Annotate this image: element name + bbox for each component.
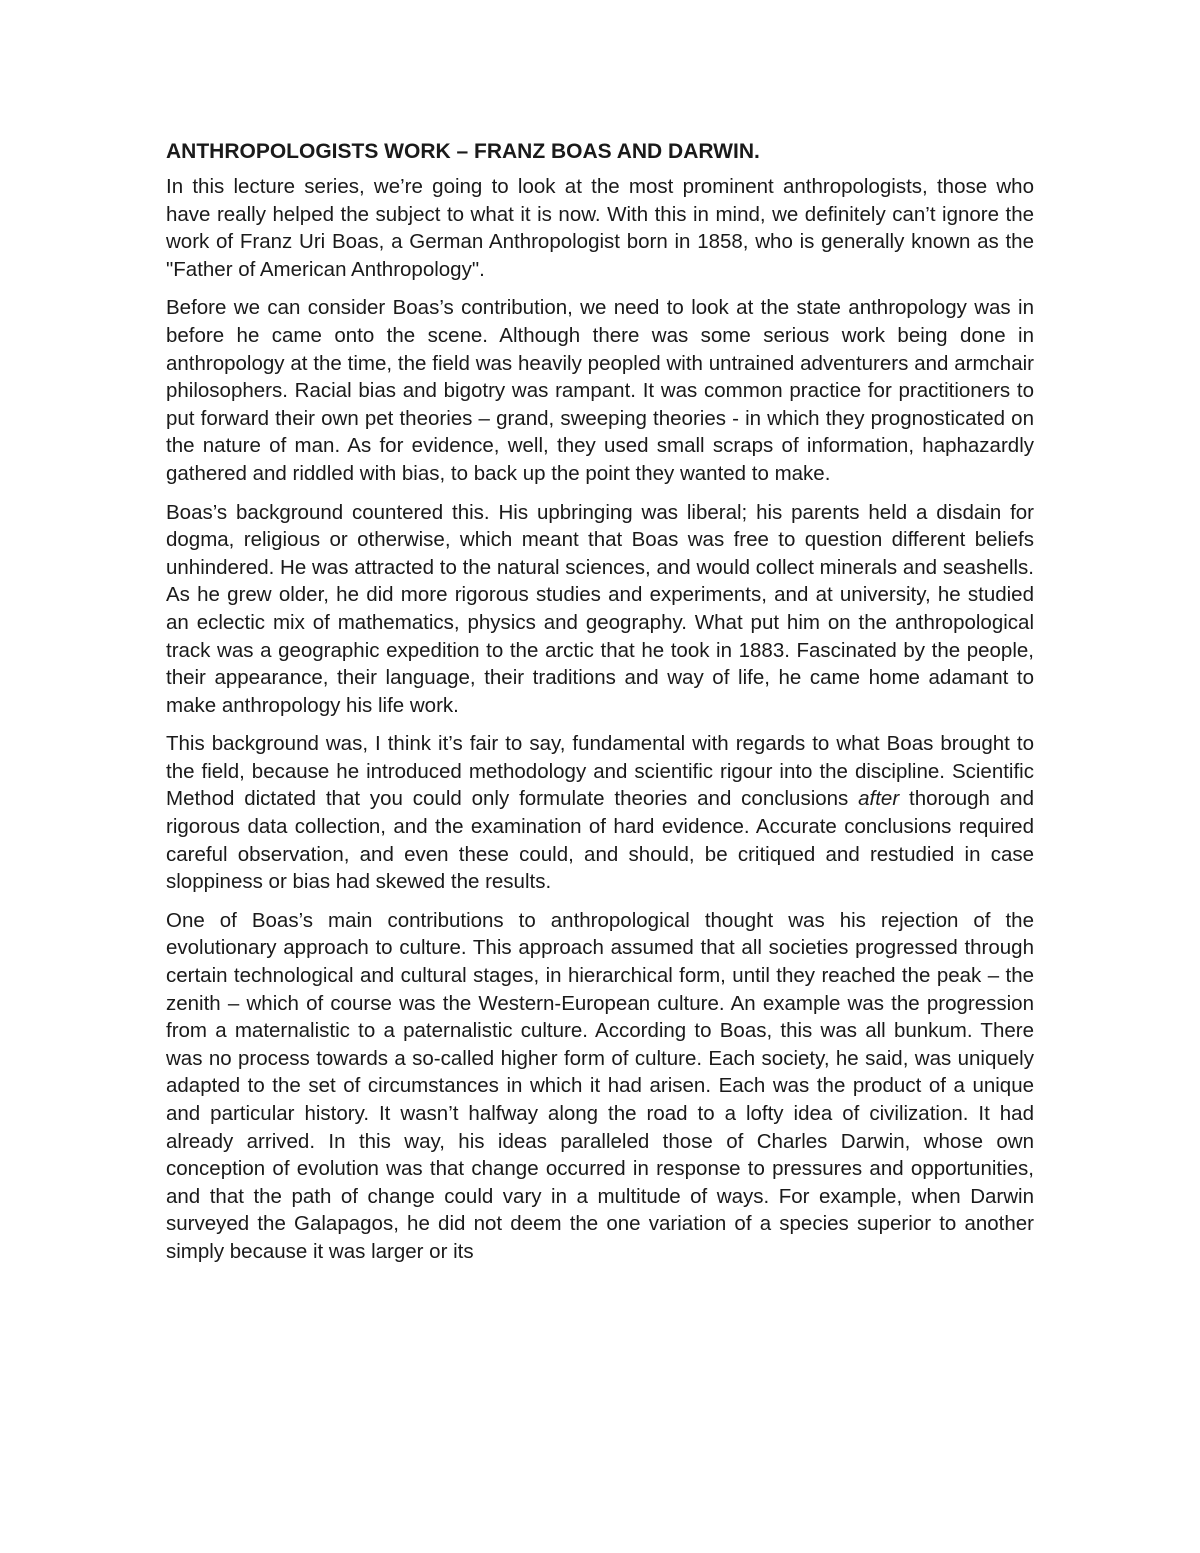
- paragraph-before-boas: Before we can consider Boas’s contribution, we need to look at the state anthropology was in before he came onto the scene. Although there was some serious work being done in anthropology at the time, the field was heavily peopled with untrained adventurers and armchair philosophers. Racial bias and bigotry was rampant. It was common practice for practitioners to put forward their own pet theories – grand, sweeping theories - in which they prognosticated on the nature of man. As for evidence, well, they used small scraps of information, haphazardly gathered and riddled with bias, to back up the point they wanted to make.: [166, 296, 1034, 485]
- paragraph-intro: In this lecture series, we’re going to look at the most prominent anthropologists, those who have really helped the subject to what it is now. With this in mind, we definitely can’t ignore the work of Franz Uri Boas, a German Anthropologist born in 1858, who is generally known as the "Father of American Anthropology".: [166, 175, 1034, 281]
- document-title: ANTHROPOLOGISTS WORK – FRANZ BOAS AND DARWIN.: [166, 140, 760, 163]
- paragraph-evolutionary-approach: One of Boas’s main contributions to anthropological thought was his rejection of the evolutionary approach to culture. This approach assumed that all societies progressed through certain technological and cultural stages, in hierarchical form, until they reached the peak – the zenith – which of course was the Western-European culture. An example was the progression from a maternalistic to a paternalistic culture. According to Boas, this was all bunkum. There was no process towards a so-called higher form of culture. Each society, he said, was uniquely adapted to the set of circumstances in which it had arisen. Each was the product of a unique and particular history. It wasn’t halfway along the road to a lofty idea of civilization. It had already arrived. In this way, his ideas paralleled those of Charles Darwin, whose own conception of evolution was that change occurred in response to pressures and opportunities, and that the path of change could vary in a multitude of ways. For example, when Darwin surveyed the Galapagos, he did not deem the one variation of a species superior to another simply because it was larger or its: [166, 908, 1034, 1263]
- paragraph-methodology-part1: This background was, I think it’s fair to say, fundamental with regards to what Boas brought to the field, because he introduced methodology and scientific rigour into the discipline. Scientific Method dictated that you could only formulate theories and conclusions: [166, 732, 1034, 811]
- paragraph-methodology-part2: thorough and rigorous data collection, and the examination of hard evidence. Accurate conclusions required careful observation, and even these could, and should, be critiqued and restudied in case sloppiness or bias had skewed the results.: [166, 787, 1034, 894]
- emphasis-after: after: [858, 787, 900, 811]
- document-page: [166, 138, 1034, 1277]
- paragraph-boas-background: Boas’s background countered this. His upbringing was liberal; his parents held a disdain for dogma, religious or otherwise, which meant that Boas was free to question different beliefs unhindered. He was attracted to the natural sciences, and would collect minerals and seashells. As he grew older, he did more rigorous studies and experiments, and at university, he studied an eclectic mix of mathematics, physics and geography. What put him on the anthropological track was a geographic expedition to the arctic that he took in 1883. Fascinated by the people, their appearance, their language, their traditions and way of life, he came home adamant to make anthropology his life work.: [166, 500, 1034, 717]
- paragraph-methodology: [166, 730, 1034, 896]
